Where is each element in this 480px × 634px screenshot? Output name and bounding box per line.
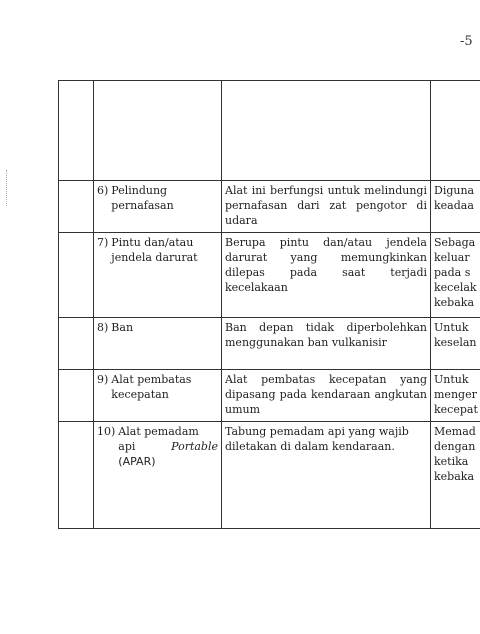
- item-name-part: (APAR): [118, 455, 156, 468]
- margin-mark: [6, 170, 9, 206]
- usage-line: menger: [434, 388, 477, 401]
- usage-line: Untuk: [434, 321, 469, 334]
- table-row: [59, 422, 480, 529]
- table-cell-empty: [59, 81, 94, 181]
- usage-line: kebaka: [434, 296, 474, 309]
- item-name: Pintu dan/atau jendela darurat: [111, 236, 198, 264]
- item-number: 7): [97, 236, 109, 249]
- item-name-cell: [94, 370, 222, 422]
- item-usage-cell: [431, 422, 480, 529]
- item-number: 9): [97, 373, 109, 386]
- item-name-part: Alat pemadam: [118, 425, 199, 438]
- usage-line: pada s: [434, 266, 471, 279]
- usage-line: Memad: [434, 425, 476, 438]
- item-description: Alat pembatas kecepatan yang dipasang pada kendaraan angkutan umum: [222, 370, 431, 422]
- item-description: Alat ini berfungsi untuk melindungi pernafasan dari zat pengotor di udara: [222, 181, 431, 233]
- usage-line: kecepat: [434, 403, 478, 416]
- table-cell-empty: [431, 81, 480, 181]
- usage-line: kebaka: [434, 470, 474, 483]
- usage-line: kecelak: [434, 281, 477, 294]
- item-name: Ban: [111, 321, 134, 334]
- item-usage-cell: [431, 233, 480, 318]
- table-row-top: [59, 81, 480, 181]
- item-name-cell: [94, 422, 222, 529]
- usage-line: Untuk: [434, 373, 469, 386]
- item-name: Pelindung pernafasan: [111, 184, 174, 212]
- table-row: [59, 233, 480, 318]
- usage-line: keluar: [434, 251, 470, 264]
- usage-line: ketika: [434, 455, 469, 468]
- usage-line: Sebaga: [434, 236, 476, 249]
- item-usage-cell: [431, 370, 480, 422]
- usage-line: keadaa: [434, 199, 474, 212]
- item-name-cell: [94, 181, 222, 233]
- item-name-cell: [94, 318, 222, 370]
- item-number: 10): [97, 425, 116, 438]
- item-number: 6): [97, 184, 109, 197]
- requirements-table: [58, 80, 480, 529]
- table-row: [59, 181, 480, 233]
- requirements-table-wrapper: [58, 80, 480, 558]
- table-row: [59, 370, 480, 422]
- usage-line: dengan: [434, 440, 476, 453]
- item-name-italic: Portable: [171, 440, 218, 453]
- table-cell-empty: [222, 81, 431, 181]
- item-usage-cell: [431, 318, 480, 370]
- usage-line: keselan: [434, 336, 477, 349]
- item-name: Alat pembatas kecepatan: [111, 373, 192, 401]
- page-number: -5: [460, 34, 473, 49]
- item-name-cell: [94, 233, 222, 318]
- item-name: [118, 424, 218, 469]
- table-row: [59, 318, 480, 370]
- item-description: Berupa pintu dan/atau jendela darurat yang memungkinkan dilepas pada saat terjadi kecelakaan: [222, 233, 431, 318]
- item-number: 8): [97, 321, 109, 334]
- item-description: Tabung pemadam api yang wajib diletakan di dalam kendaraan.: [222, 422, 431, 529]
- usage-line: Diguna: [434, 184, 475, 197]
- table-cell-empty: [94, 81, 222, 181]
- item-usage-cell: [431, 181, 480, 233]
- item-description: Ban depan tidak diperbolehkan menggunakan ban vulkanisir: [222, 318, 431, 370]
- item-name-part: api: [118, 440, 136, 453]
